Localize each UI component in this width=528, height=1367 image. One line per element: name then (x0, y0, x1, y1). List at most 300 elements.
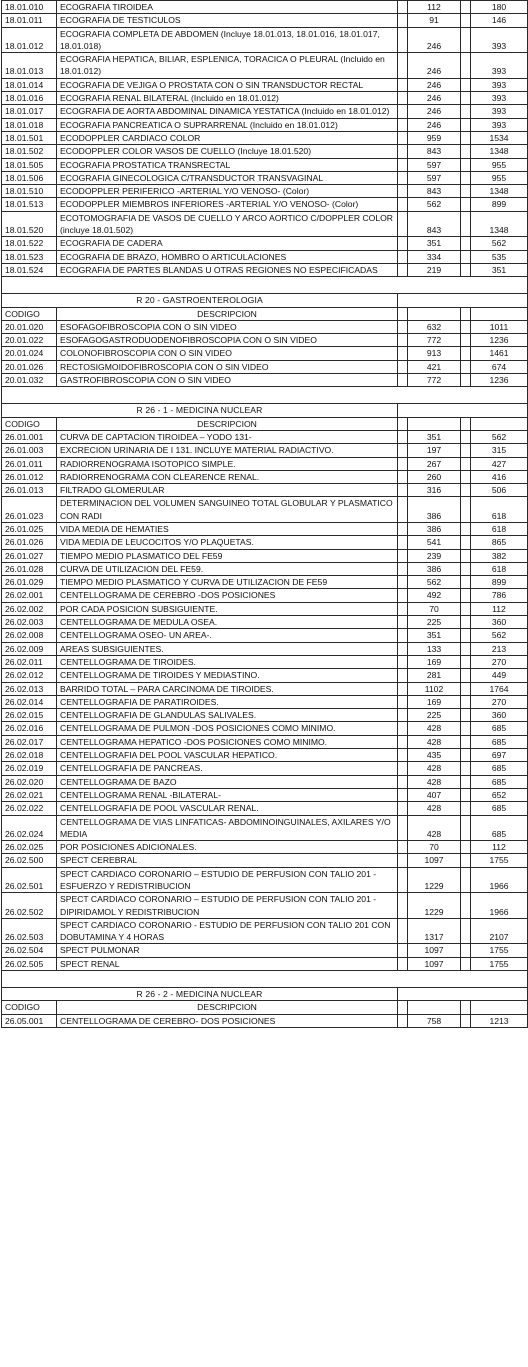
column-gap (398, 788, 408, 801)
section-title: R 26 - 1 - MEDICINA NUCLEAR (2, 404, 398, 417)
procedure-description: SPECT CARDIACO CORONARIO – ESTUDIO DE PERFUSION CON TALIO 201 - ESFUERZO Y REDISTRIBUCION (57, 867, 398, 893)
price-value-1: 386 (408, 522, 461, 535)
table-row (2, 815, 528, 841)
table-row (2, 788, 528, 801)
procedure-code: 26.02.013 (2, 682, 57, 695)
procedure-code: 26.02.011 (2, 655, 57, 668)
column-gap (461, 145, 471, 158)
price-value-1: 843 (408, 185, 461, 198)
price-value-2: 697 (471, 749, 528, 762)
price-value-2: 1966 (471, 867, 528, 893)
price-value-2: 1755 (471, 944, 528, 957)
column-header-row (2, 417, 528, 430)
price-value-1: 316 (408, 484, 461, 497)
column-gap (461, 576, 471, 589)
column-gap (398, 775, 408, 788)
procedure-code: 26.01.028 (2, 562, 57, 575)
procedure-description: FILTRADO GLOMERULAR (57, 484, 398, 497)
column-gap (398, 430, 408, 443)
procedure-code: 26.02.012 (2, 669, 57, 682)
price-value-2: 393 (471, 27, 528, 53)
column-gap (461, 788, 471, 801)
price-value-2: 393 (471, 78, 528, 91)
column-gap (398, 347, 408, 360)
column-gap (461, 374, 471, 387)
price-value-2: 786 (471, 589, 528, 602)
table-row (2, 118, 528, 131)
price-value-1: 1097 (408, 854, 461, 867)
price-value-1: 428 (408, 735, 461, 748)
column-gap (461, 118, 471, 131)
section-title-row (2, 404, 528, 417)
procedure-description: EXCRECION URINARIA DE I 131. INCLUYE MATERIAL RADIACTIVO. (57, 444, 398, 457)
price-value-2: 899 (471, 576, 528, 589)
price-value-2: 1236 (471, 334, 528, 347)
price-value-1: 351 (408, 237, 461, 250)
procedure-code: 26.02.504 (2, 944, 57, 957)
procedure-code: 26.02.009 (2, 642, 57, 655)
price-value-2: 1213 (471, 1014, 528, 1027)
table-row (2, 484, 528, 497)
procedure-description: SPECT CARDIACO CORONARIO – ESTUDIO DE PERFUSION CON TALIO 201 - DIPIRIDAMOL Y REDISTRIBUCION (57, 893, 398, 919)
procedure-description: CENTELLOGRAMA DE PULMON -DOS POSICIONES COMO MINIMO. (57, 722, 398, 735)
column-gap (398, 522, 408, 535)
column-gap (398, 444, 408, 457)
price-value-1: 562 (408, 576, 461, 589)
table-row (2, 171, 528, 184)
procedure-code: 20.01.026 (2, 360, 57, 373)
column-gap (398, 722, 408, 735)
price-value-2: 112 (471, 602, 528, 615)
procedure-code: 26.01.011 (2, 457, 57, 470)
procedure-description: CURVA DE UTILIZACION DEL FE59. (57, 562, 398, 575)
column-header-row (2, 1001, 528, 1014)
procedure-code: 18.01.523 (2, 250, 57, 263)
table-row (2, 695, 528, 708)
price-value-1: 246 (408, 118, 461, 131)
procedure-description: GASTROFIBROSCOPIA CON O SIN VIDEO (57, 374, 398, 387)
procedure-description: ECODOPPLER MIEMBROS INFERIORES -ARTERIAL Y/O VENOSO- (Color) (57, 198, 398, 211)
procedure-code: 18.01.014 (2, 78, 57, 91)
table-row (2, 457, 528, 470)
column-gap (461, 602, 471, 615)
procedure-code: 26.02.505 (2, 957, 57, 970)
procedure-description: CENTELLOGRAMA DE MEDULA OSEA. (57, 616, 398, 629)
column-gap (398, 918, 408, 944)
column-gap (398, 629, 408, 642)
procedure-code: 20.01.032 (2, 374, 57, 387)
price-value-1: 772 (408, 374, 461, 387)
table-row (2, 854, 528, 867)
price-value-1: 435 (408, 749, 461, 762)
price-value-1: 197 (408, 444, 461, 457)
table-row (2, 735, 528, 748)
price-value-1: 225 (408, 616, 461, 629)
procedure-description: RECTOSIGMOIDOFIBROSCOPIA CON O SIN VIDEO (57, 360, 398, 373)
procedure-description: ECOGRAFIA GINECOLOGICA C/TRANSDUCTOR TRANSVAGINAL (57, 171, 398, 184)
column-gap (461, 457, 471, 470)
table-row (2, 629, 528, 642)
column-gap (398, 14, 408, 27)
table-row (2, 589, 528, 602)
price-value-2: 685 (471, 802, 528, 815)
price-value-2: 213 (471, 642, 528, 655)
spacer-cell (398, 277, 528, 294)
table-row (2, 53, 528, 79)
price-value-2: 416 (471, 470, 528, 483)
price-value-1: 492 (408, 589, 461, 602)
column-gap (398, 27, 408, 53)
column-gap (398, 735, 408, 748)
procedure-code: 26.02.002 (2, 602, 57, 615)
procedure-code: 26.02.021 (2, 788, 57, 801)
table-row (2, 957, 528, 970)
column-gap (398, 237, 408, 250)
column-gap (398, 682, 408, 695)
price-value-2: 1348 (471, 211, 528, 237)
procedure-description: ECODOPPLER PERIFERICO -ARTERIAL Y/O VENOSO- (Color) (57, 185, 398, 198)
column-header-empty (408, 1001, 461, 1014)
procedure-code: 18.01.018 (2, 118, 57, 131)
price-value-1: 428 (408, 775, 461, 788)
procedure-code: 18.01.522 (2, 237, 57, 250)
price-value-1: 421 (408, 360, 461, 373)
table-row (2, 669, 528, 682)
price-value-2: 685 (471, 722, 528, 735)
column-gap (398, 360, 408, 373)
column-gap (461, 334, 471, 347)
column-gap (398, 1001, 408, 1014)
procedure-description: ECOTOMOGRAFIA DE VASOS DE CUELLO Y ARCO AORTICO C/DOPPLER COLOR (incluye 18.01.502) (57, 211, 398, 237)
column-header-empty (408, 417, 461, 430)
price-value-2: 562 (471, 237, 528, 250)
column-gap (461, 762, 471, 775)
table-row (2, 709, 528, 722)
column-gap (461, 749, 471, 762)
procedure-code: 20.01.024 (2, 347, 57, 360)
column-gap (398, 1014, 408, 1027)
procedure-description: ECOGRAFIA TIROIDEA (57, 1, 398, 14)
column-gap (461, 867, 471, 893)
procedure-code: 26.02.008 (2, 629, 57, 642)
column-gap (461, 815, 471, 841)
procedure-code: 26.02.016 (2, 722, 57, 735)
column-header-codigo: CODIGO (2, 1001, 57, 1014)
column-gap (398, 749, 408, 762)
column-gap (461, 320, 471, 333)
procedure-description: CENTELLOGRAMA DE CEREBRO- DOS POSICIONES (57, 1014, 398, 1027)
procedure-code: 18.01.513 (2, 198, 57, 211)
procedure-code: 26.01.003 (2, 444, 57, 457)
procedure-code: 18.01.012 (2, 27, 57, 53)
procedure-code: 18.01.010 (2, 1, 57, 14)
table-row (2, 749, 528, 762)
price-value-1: 843 (408, 211, 461, 237)
table-row (2, 642, 528, 655)
price-value-1: 1229 (408, 893, 461, 919)
column-gap (398, 562, 408, 575)
procedure-code: 26.01.029 (2, 576, 57, 589)
price-value-2: 360 (471, 709, 528, 722)
column-gap (398, 484, 408, 497)
procedure-description: ESOFAGOGASTRODUODENOFIBROSCOPIA CON O SIN VIDEO (57, 334, 398, 347)
price-value-2: 180 (471, 1, 528, 14)
price-value-2: 652 (471, 788, 528, 801)
procedure-code: 26.02.022 (2, 802, 57, 815)
procedure-code: 26.05.001 (2, 1014, 57, 1027)
procedure-description: BARRIDO TOTAL – PARA CARCINOMA DE TIROIDES. (57, 682, 398, 695)
procedure-code: 26.02.003 (2, 616, 57, 629)
column-gap (461, 802, 471, 815)
price-value-1: 428 (408, 815, 461, 841)
table-row (2, 802, 528, 815)
price-value-1: 219 (408, 263, 461, 276)
column-gap (398, 457, 408, 470)
column-gap (398, 549, 408, 562)
procedure-description: ECODOPPLER CARDIACO COLOR (57, 131, 398, 144)
procedure-description: CENTELLOGRAFIA DEL POOL VASCULAR HEPATICO. (57, 749, 398, 762)
column-gap (398, 105, 408, 118)
column-gap (461, 250, 471, 263)
table-row (2, 131, 528, 144)
procedure-description: ECOGRAFIA DE BRAZO, HOMBRO O ARTICULACIONES (57, 250, 398, 263)
column-gap (398, 198, 408, 211)
table-row (2, 78, 528, 91)
column-gap (461, 562, 471, 575)
section-spacer (2, 387, 528, 404)
price-value-2: 146 (471, 14, 528, 27)
column-gap (398, 417, 408, 430)
column-gap (461, 589, 471, 602)
table-row (2, 762, 528, 775)
price-value-2: 865 (471, 536, 528, 549)
column-gap (461, 78, 471, 91)
price-value-2: 449 (471, 669, 528, 682)
price-value-2: 315 (471, 444, 528, 457)
column-gap (398, 957, 408, 970)
price-value-1: 428 (408, 722, 461, 735)
price-value-2: 618 (471, 562, 528, 575)
column-gap (398, 307, 408, 320)
column-gap (398, 320, 408, 333)
column-gap (398, 589, 408, 602)
procedure-code: 26.02.024 (2, 815, 57, 841)
price-value-1: 758 (408, 1014, 461, 1027)
spacer-cell (2, 277, 398, 294)
price-value-2: 535 (471, 250, 528, 263)
price-value-1: 267 (408, 457, 461, 470)
price-value-2: 1011 (471, 320, 528, 333)
procedure-description: CENTELLOGRAMA DE CEREBRO -DOS POSICIONES (57, 589, 398, 602)
price-value-1: 169 (408, 695, 461, 708)
column-gap (398, 131, 408, 144)
table-row (2, 14, 528, 27)
table-row (2, 185, 528, 198)
column-gap (461, 105, 471, 118)
column-gap (461, 957, 471, 970)
procedure-code: 26.02.502 (2, 893, 57, 919)
price-value-2: 393 (471, 92, 528, 105)
price-value-2: 1348 (471, 185, 528, 198)
price-value-1: 70 (408, 602, 461, 615)
price-value-1: 1102 (408, 682, 461, 695)
procedure-code: 18.01.505 (2, 158, 57, 171)
price-value-2: 685 (471, 775, 528, 788)
table-row (2, 470, 528, 483)
column-gap (398, 762, 408, 775)
procedure-description: ECOGRAFIA COMPLETA DE ABDOMEN (Incluye 18.01.013, 18.01.016, 18.01.017, 18.01.018) (57, 27, 398, 53)
column-gap (398, 669, 408, 682)
price-value-2: 427 (471, 457, 528, 470)
table-row (2, 263, 528, 276)
price-value-1: 133 (408, 642, 461, 655)
price-value-1: 281 (408, 669, 461, 682)
column-gap (461, 642, 471, 655)
procedure-code: 26.02.025 (2, 841, 57, 854)
procedure-description: CENTELLOGRAMA DE TIROIDES Y MEDIASTINO. (57, 669, 398, 682)
price-value-2: 685 (471, 762, 528, 775)
procedure-code: 18.01.501 (2, 131, 57, 144)
price-value-2: 270 (471, 655, 528, 668)
price-value-1: 1097 (408, 944, 461, 957)
table-row (2, 655, 528, 668)
column-gap (398, 171, 408, 184)
column-gap (461, 347, 471, 360)
price-value-1: 246 (408, 78, 461, 91)
price-value-1: 959 (408, 131, 461, 144)
column-gap (461, 497, 471, 523)
price-value-1: 407 (408, 788, 461, 801)
price-value-1: 246 (408, 53, 461, 79)
column-gap (461, 1014, 471, 1027)
table-row (2, 360, 528, 373)
price-value-1: 246 (408, 105, 461, 118)
spacer-cell (2, 971, 398, 988)
column-gap (461, 237, 471, 250)
column-gap (461, 430, 471, 443)
table-row (2, 549, 528, 562)
procedure-code: 18.01.013 (2, 53, 57, 79)
procedure-description: CENTELLOGRAMA OSEO- UN AREA-. (57, 629, 398, 642)
procedure-code: 26.01.027 (2, 549, 57, 562)
procedure-code: 26.02.020 (2, 775, 57, 788)
price-value-2: 674 (471, 360, 528, 373)
procedure-description: ECOGRAFIA DE CADERA (57, 237, 398, 250)
price-value-2: 270 (471, 695, 528, 708)
section-spacer (2, 971, 528, 988)
column-gap (398, 802, 408, 815)
price-value-2: 351 (471, 263, 528, 276)
price-value-1: 1097 (408, 957, 461, 970)
column-header-descripcion: DESCRIPCION (57, 307, 398, 320)
column-gap (461, 616, 471, 629)
procedure-code: 18.01.502 (2, 145, 57, 158)
table-row (2, 867, 528, 893)
column-gap (461, 1, 471, 14)
price-value-1: 225 (408, 709, 461, 722)
procedure-description: ECOGRAFIA DE TESTICULOS (57, 14, 398, 27)
column-gap (461, 655, 471, 668)
column-gap (398, 576, 408, 589)
price-value-1: 70 (408, 841, 461, 854)
procedure-code: 18.01.016 (2, 92, 57, 105)
procedure-description: CENTELLOGRAFIA DE GLANDULAS SALIVALES. (57, 709, 398, 722)
price-value-1: 1229 (408, 867, 461, 893)
column-gap (461, 775, 471, 788)
column-gap (398, 867, 408, 893)
table-row (2, 145, 528, 158)
section-title-filler (398, 988, 528, 1001)
price-value-2: 393 (471, 105, 528, 118)
price-value-1: 1317 (408, 918, 461, 944)
column-gap (461, 722, 471, 735)
table-row (2, 682, 528, 695)
price-value-2: 685 (471, 735, 528, 748)
column-gap (398, 655, 408, 668)
column-gap (461, 171, 471, 184)
column-gap (461, 444, 471, 457)
procedure-code: 26.02.019 (2, 762, 57, 775)
procedure-code: 26.02.017 (2, 735, 57, 748)
procedure-description: ECOGRAFIA HEPATICA, BILIAR, ESPLENICA, TORACICA O PLEURAL (Incluido en 18.01.012) (57, 53, 398, 79)
column-gap (398, 944, 408, 957)
procedure-code: 18.01.510 (2, 185, 57, 198)
price-value-1: 843 (408, 145, 461, 158)
price-value-1: 913 (408, 347, 461, 360)
procedure-code: 26.01.012 (2, 470, 57, 483)
procedure-code: 18.01.520 (2, 211, 57, 237)
price-value-1: 91 (408, 14, 461, 27)
price-value-2: 955 (471, 171, 528, 184)
table-row (2, 158, 528, 171)
section-title-filler (398, 404, 528, 417)
column-gap (461, 536, 471, 549)
column-gap (461, 893, 471, 919)
price-value-1: 260 (408, 470, 461, 483)
procedure-description: CENTELLOGRAMA DE VIAS LINFATICAS- ABDOMINOINGUINALES, AXILARES Y/O MEDIA (57, 815, 398, 841)
procedure-description: CENTELLOGRAMA DE BAZO (57, 775, 398, 788)
column-gap (461, 669, 471, 682)
column-gap (461, 522, 471, 535)
column-gap (398, 695, 408, 708)
column-gap (461, 27, 471, 53)
column-gap (398, 841, 408, 854)
column-gap (398, 250, 408, 263)
procedure-code: 26.01.013 (2, 484, 57, 497)
price-value-1: 632 (408, 320, 461, 333)
column-gap (461, 629, 471, 642)
column-gap (398, 642, 408, 655)
price-value-1: 169 (408, 655, 461, 668)
column-gap (461, 709, 471, 722)
column-gap (398, 263, 408, 276)
price-value-1: 428 (408, 802, 461, 815)
spacer-cell (398, 387, 528, 404)
column-gap (461, 841, 471, 854)
price-value-1: 386 (408, 497, 461, 523)
table-row (2, 616, 528, 629)
procedure-code: 26.01.026 (2, 536, 57, 549)
table-row (2, 347, 528, 360)
procedure-code: 18.01.011 (2, 14, 57, 27)
procedure-code: 26.01.001 (2, 430, 57, 443)
column-gap (461, 470, 471, 483)
price-value-2: 1764 (471, 682, 528, 695)
procedure-description: ECOGRAFIA RENAL BILATERAL (Incluido en 18.01.012) (57, 92, 398, 105)
column-header-empty (471, 1001, 528, 1014)
price-value-2: 955 (471, 158, 528, 171)
column-gap (398, 709, 408, 722)
